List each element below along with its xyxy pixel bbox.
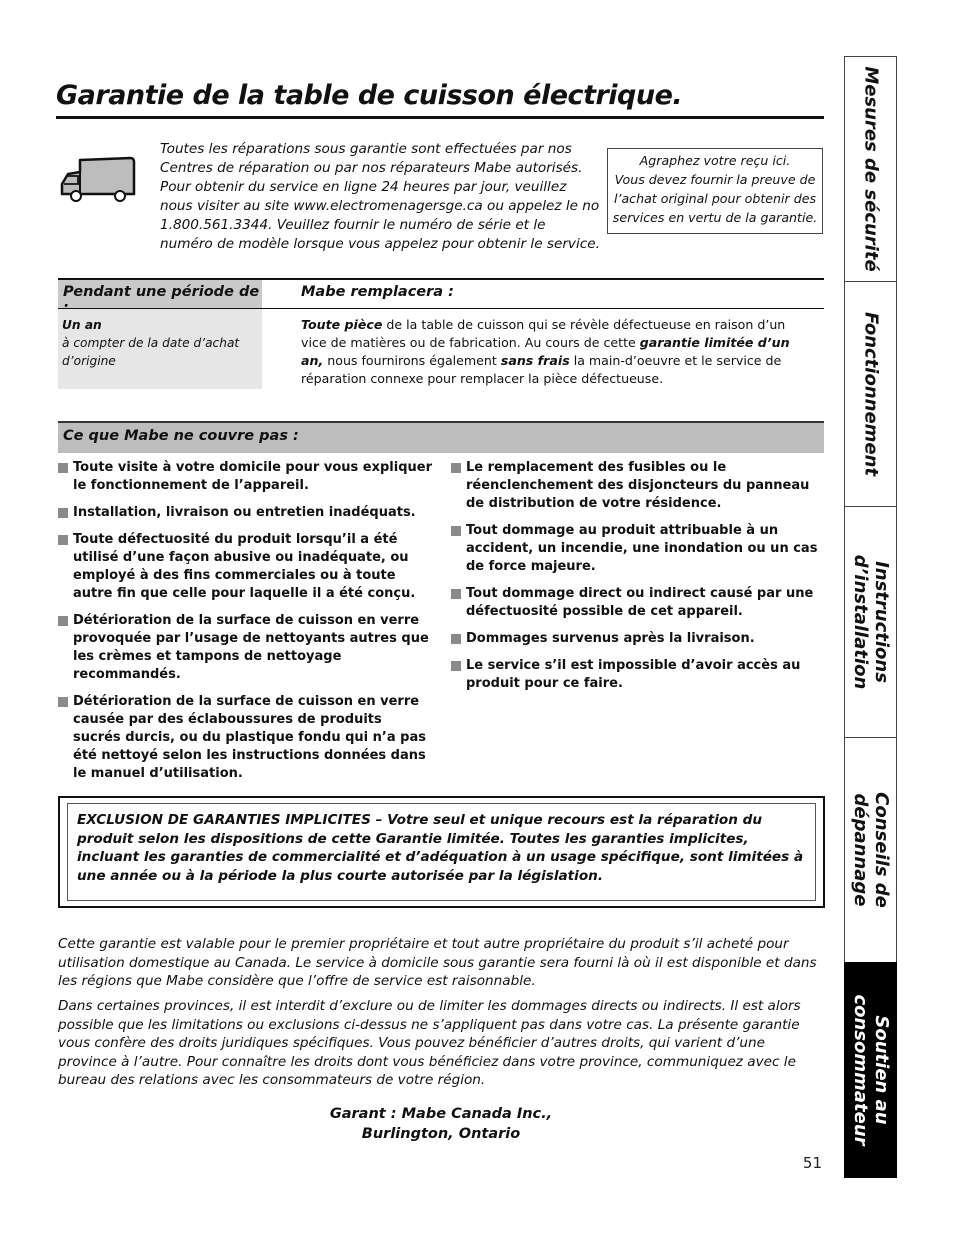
list-item: Le remplacement des fusibles ou le réenclenchement des disjoncteurs du panneau de distribution de votre résidence. [451, 459, 821, 513]
replace-text-1: de la table de cuisson qui se révèle défectueuse en raison d’un vice de matières ou de fabrication. Au cours de cette [301, 317, 786, 350]
staple-line-1: Agraphez votre reçu ici. [639, 153, 791, 168]
paragraph-2: Dans certaines provinces, il est interdit d’exclure ou de limiter les dommages directs ou indirects. Il est alors possible que les limitations ou exclusions ci-dessus ne s’appliquent pas dans votre cas. La présente garantie vous confère des droits juridiques spécifiques. Vous pouvez bénéficier d’autres droits, qui varient d’une province à l’autre. Pour connaître les droits dont vous bénéficiez dans votre province, communiquez avec le bureau des relations avec les consommateurs de votre région. [58, 998, 801, 1089]
staple-receipt-box [607, 148, 823, 234]
list-item: Toute défectuosité du produit lorsqu’il a été utilisé d’une façon abusive ou inadéquate, ou employé à des fins commerciales ou à toute autre fin que celle pour laquelle il a été conçu. [58, 531, 432, 603]
list-item: Installation, livraison ou entretien inadéquats. [58, 504, 432, 522]
tab-label: Instructions d’installation [849, 554, 892, 690]
staple-line-2: Vous devez fournir la preuve de l’achat original pour obtenir des services en vertu de la garantie. [612, 172, 818, 225]
period-header [58, 280, 262, 308]
intro-text: Toutes les réparations sous garantie sont effectuées par nos Centres de réparation ou par nos réparateurs Mabe autorisés. Pour obtenir du service en ligne 24 heures par jour, veuillez nous visiter au site www.electromenagersge.ca ou appelez le no 1.800.561.3344. Veuillez fournir le numéro de série et le numéro de modèle lorsque vous appelez pour obtenir le service. [160, 141, 600, 252]
tab-mesures-de-securite[interactable] [844, 56, 897, 282]
page-title: Garantie de la table de cuisson électrique. [56, 80, 683, 111]
list-item: Détérioration de la surface de cuisson en verre causée par des éclaboussures de produits sucrés durcis, ou du plastique fondu qui n’a pas été nettoyé selon les instructions données dans le manuel d’utilisation. [58, 693, 432, 783]
replace-header: Mabe remplacera : [301, 284, 454, 300]
list-item: Dommages survenus après la livraison. [451, 630, 821, 648]
not-covered-column-1 [58, 459, 432, 792]
guarantor-line-1: Garant : Mabe Canada Inc., [329, 1106, 553, 1122]
replace-text-2: nous fournirons également [323, 353, 501, 368]
guarantor [58, 1104, 824, 1144]
period-main: Un an [62, 318, 102, 332]
service-truck-icon [58, 150, 138, 210]
page-number: 51 [802, 1154, 822, 1172]
list-item: Tout dommage direct ou indirect causé par une défectuosité possible de cet appareil. [451, 585, 821, 621]
replace-text [301, 316, 806, 388]
replace-bold-1: Toute pièce [301, 317, 383, 332]
list-item: Détérioration de la surface de cuisson en verre provoquée par l’usage de nettoyants autres que les crèmes et tampons de nettoyage recommandés. [58, 612, 432, 684]
title-rule [56, 116, 824, 119]
period-header-label: Pendant une période de [63, 284, 260, 300]
not-covered-column-2 [451, 459, 821, 702]
list-item: Le service s’il est impossible d’avoir accès au produit pour ce faire. [451, 657, 821, 693]
tab-conseils-depannage[interactable] [844, 737, 897, 963]
period-text [62, 316, 260, 370]
period-sub: à compter de la date d’achat d’origine [62, 336, 240, 368]
exclusion-text: EXCLUSION DE GARANTIES IMPLICITES – Votre seul et unique recours est la réparation du produit selon les dispositions de cette Garantie limitée. Toutes les garanties implicites, incluant les garanties de commercialité et d’adéquation à un usage spécifique, sont limitées à une année ou à la période la plus courte autorisée par la législation. [77, 812, 804, 884]
replace-bold-3: sans frais [500, 353, 570, 368]
tab-label: Mesures de sécurité [860, 66, 881, 272]
tab-label: Fonctionnement [860, 311, 881, 477]
list-item: Tout dommage au produit attribuable à un accident, un incendie, une inondation ou un cas de force majeure. [451, 522, 821, 576]
not-covered-header-label: Ce que Mabe ne couvre pas : [63, 428, 299, 444]
tab-soutien-consommateur[interactable] [844, 962, 897, 1178]
tab-fonctionnement[interactable] [844, 281, 897, 507]
paragraph-1: Cette garantie est valable pour le premier propriétaire et tout autre propriétaire du produit s’il acheté pour utilisation domestique au Canada. Le service à domicile sous garantie sera fourni là où il est disponible et dans les régions que Mabe considère que l’offre de service est raisonnable. [58, 936, 817, 990]
replace-text-3: la main-d’oeuvre et le service de réparation connexe pour remplacer la pièce défectueuse. [301, 353, 782, 386]
list-item: Toute visite à votre domicile pour vous expliquer le fonctionnement de l’appareil. [58, 459, 432, 495]
replace-bold-2: garantie limitée d’un an, [301, 335, 790, 368]
tab-label: Soutien au consommateur [849, 994, 892, 1146]
tab-instructions-installation[interactable] [844, 506, 897, 738]
guarantor-line-2: Burlington, Ontario [361, 1126, 521, 1142]
tab-label: Conseils de dépannage [849, 792, 892, 908]
not-covered-header [58, 421, 824, 453]
